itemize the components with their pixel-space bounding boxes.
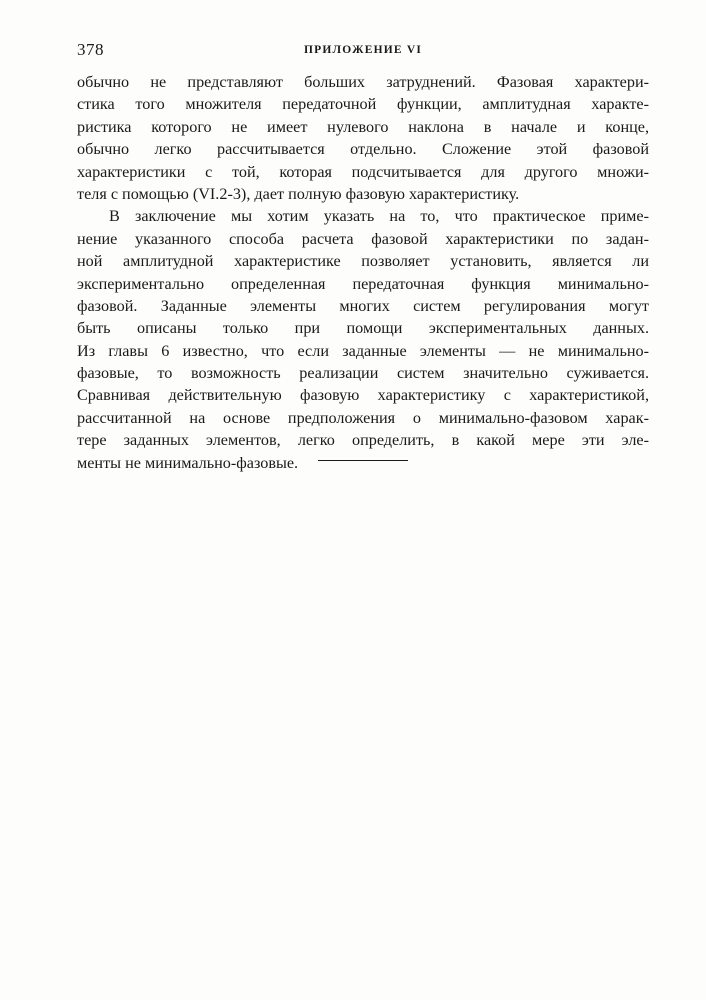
body-text bbox=[77, 71, 649, 474]
text-line: ной амплитудной характеристике позволяет установить, является ли bbox=[77, 252, 649, 271]
paragraph-1 bbox=[77, 71, 649, 205]
text-line: стика того множителя передаточной функции, амплитудная характе- bbox=[77, 95, 649, 114]
running-head: ПРИЛОЖЕНИЕ VI bbox=[304, 44, 422, 56]
text-line: рассчитанной на основе предположения о минимально-фазовом харак- bbox=[77, 408, 649, 427]
text-line: тере заданных элементов, легко определить, в какой мере эти эле- bbox=[77, 431, 649, 450]
text-line: фазовой. Заданные элементы многих систем регулирования могут bbox=[77, 296, 649, 315]
text-line: быть описаны только при помощи экспериментальных данных. bbox=[77, 319, 649, 338]
text-line: нение указанного способа расчета фазовой характеристики по задан- bbox=[77, 229, 649, 248]
text-line: Сравнивая действительную фазовую характеристику с характеристикой, bbox=[77, 386, 649, 405]
end-rule bbox=[318, 460, 408, 461]
text-line: ристика которого не имеет нулевого наклона в начале и конце, bbox=[77, 117, 649, 136]
page-header bbox=[77, 40, 649, 64]
text-line: фазовые, то возможность реализации систем значительно суживается. bbox=[77, 364, 649, 383]
page-number: 378 bbox=[77, 40, 104, 59]
text-line: характеристики с той, которая подсчитывается для другого множи- bbox=[77, 162, 649, 181]
paragraph-2 bbox=[77, 205, 649, 474]
text-line: менты не минимально-фазовые. bbox=[77, 453, 299, 472]
text-line: теля с помощью (VI.2-3), дает полную фазовую характеристику. bbox=[77, 184, 520, 203]
text-line: обычно не представляют больших затруднений. Фазовая характери- bbox=[77, 73, 649, 91]
text-line: Из главы 6 известно, что если заданные элементы — не минимально- bbox=[77, 341, 649, 360]
text-line: экспериментально определенная передаточная функция минимально- bbox=[77, 274, 649, 293]
text-line: В заключение мы хотим указать на то, что практическое приме- bbox=[109, 207, 649, 226]
text-line: обычно легко рассчитывается отдельно. Сложение этой фазовой bbox=[77, 140, 649, 159]
